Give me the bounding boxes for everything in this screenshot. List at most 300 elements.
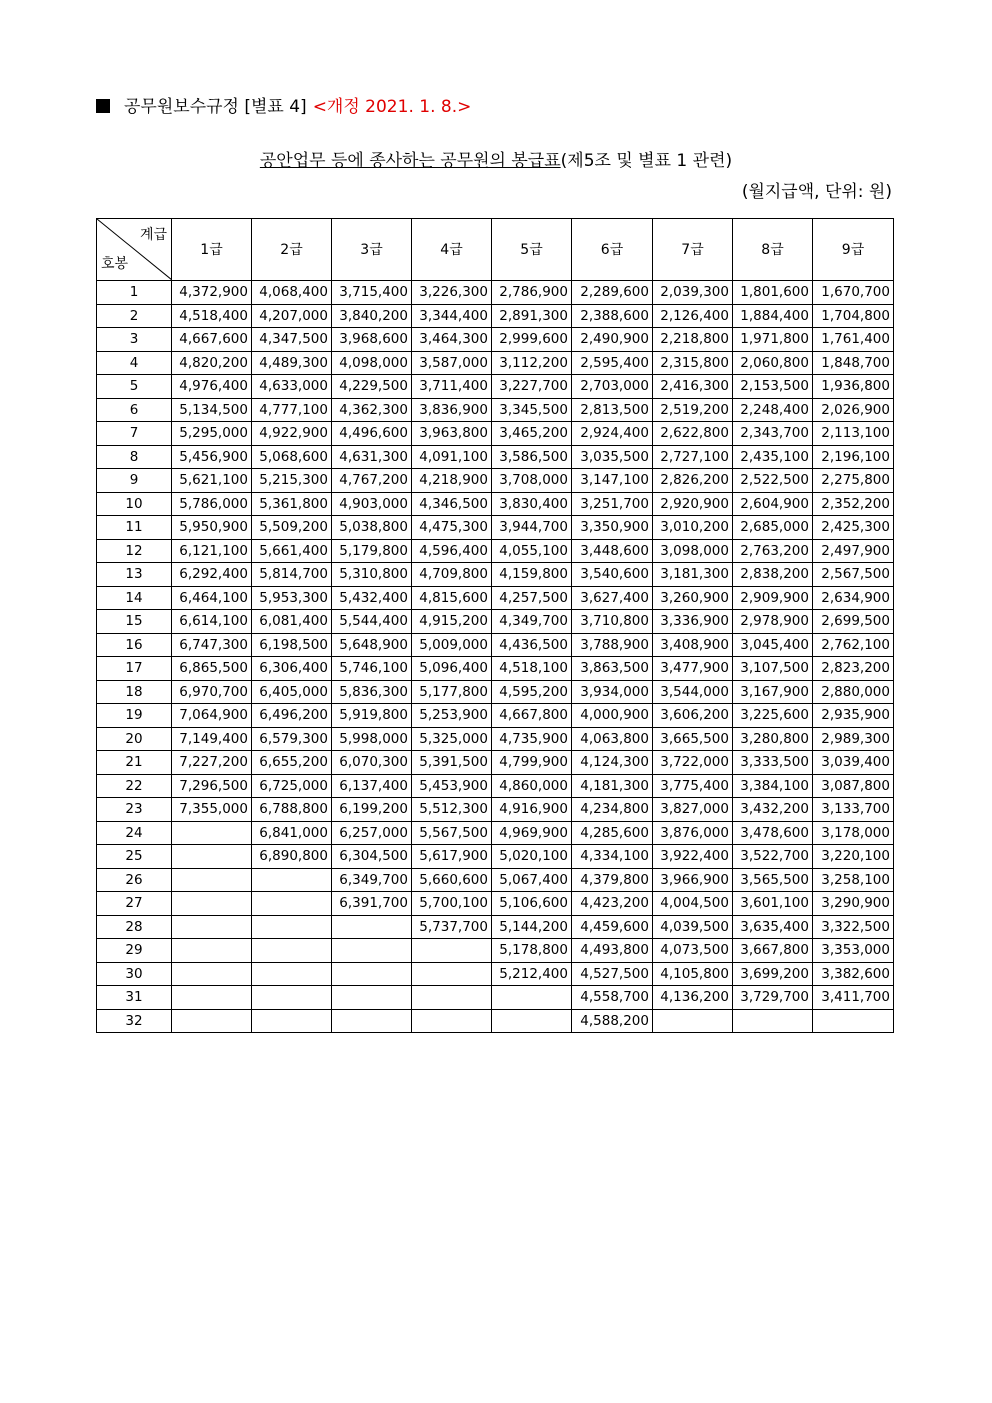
salary-cell: 5,456,900	[172, 445, 252, 469]
salary-cell: 5,134,500	[172, 398, 252, 422]
salary-cell: 4,347,500	[252, 328, 332, 352]
salary-cell: 4,073,500	[653, 939, 733, 963]
salary-cell: 2,519,200	[653, 398, 733, 422]
salary-cell: 3,226,300	[412, 281, 492, 305]
table-row	[97, 281, 894, 305]
salary-cell: 2,275,800	[813, 469, 894, 493]
unit-note: (월지급액, 단위: 원)	[741, 182, 892, 202]
salary-cell: 4,068,400	[252, 281, 332, 305]
salary-cell	[252, 939, 332, 963]
salary-cell	[252, 892, 332, 916]
table-row	[97, 774, 894, 798]
salary-cell	[733, 1009, 813, 1033]
step-cell: 13	[97, 563, 172, 587]
salary-cell: 3,635,400	[733, 915, 813, 939]
salary-cell: 4,055,100	[492, 539, 572, 563]
salary-cell: 5,786,000	[172, 492, 252, 516]
salary-cell: 3,045,400	[733, 633, 813, 657]
salary-cell	[172, 986, 252, 1010]
salary-cell: 1,761,400	[813, 328, 894, 352]
salary-cell: 3,944,700	[492, 516, 572, 540]
salary-cell: 3,934,000	[572, 680, 653, 704]
salary-cell: 5,179,800	[332, 539, 412, 563]
salary-cell: 5,836,300	[332, 680, 412, 704]
salary-cell: 4,709,800	[412, 563, 492, 587]
salary-cell	[252, 915, 332, 939]
salary-cell: 5,067,400	[492, 868, 572, 892]
salary-cell: 3,344,400	[412, 304, 492, 328]
salary-cell: 3,827,000	[653, 798, 733, 822]
grade-header: 5급	[492, 219, 572, 281]
salary-cell: 3,840,200	[332, 304, 412, 328]
salary-cell: 2,786,900	[492, 281, 572, 305]
salary-cell: 4,379,800	[572, 868, 653, 892]
salary-cell: 6,304,500	[332, 845, 412, 869]
salary-cell: 4,633,000	[252, 375, 332, 399]
salary-cell: 4,815,600	[412, 586, 492, 610]
salary-cell	[172, 939, 252, 963]
salary-cell: 4,527,500	[572, 962, 653, 986]
salary-cell: 3,322,500	[813, 915, 894, 939]
salary-cell: 3,251,700	[572, 492, 653, 516]
salary-cell: 2,838,200	[733, 563, 813, 587]
salary-cell	[172, 868, 252, 892]
salary-cell: 5,621,100	[172, 469, 252, 493]
salary-cell: 3,830,400	[492, 492, 572, 516]
salary-cell	[412, 1009, 492, 1033]
salary-cell: 5,953,300	[252, 586, 332, 610]
salary-cell: 3,665,500	[653, 727, 733, 751]
salary-cell: 3,710,800	[572, 610, 653, 634]
salary-cell: 3,968,600	[332, 328, 412, 352]
salary-cell: 5,020,100	[492, 845, 572, 869]
salary-cell: 3,181,300	[653, 563, 733, 587]
salary-cell: 3,432,200	[733, 798, 813, 822]
salary-cell: 4,000,900	[572, 704, 653, 728]
grade-header: 8급	[733, 219, 813, 281]
salary-cell: 2,425,300	[813, 516, 894, 540]
salary-cell: 5,144,200	[492, 915, 572, 939]
salary-cell: 6,841,000	[252, 821, 332, 845]
table-row	[97, 892, 894, 916]
salary-cell: 1,704,800	[813, 304, 894, 328]
salary-cell: 3,715,400	[332, 281, 412, 305]
salary-cell: 4,285,600	[572, 821, 653, 845]
salary-cell: 3,411,700	[813, 986, 894, 1010]
salary-cell	[653, 1009, 733, 1033]
salary-cell: 5,096,400	[412, 657, 492, 681]
salary-cell: 4,916,900	[492, 798, 572, 822]
step-cell: 23	[97, 798, 172, 822]
salary-cell: 7,296,500	[172, 774, 252, 798]
salary-cell: 1,971,800	[733, 328, 813, 352]
grade-header: 1급	[172, 219, 252, 281]
salary-cell: 2,343,700	[733, 422, 813, 446]
salary-cell: 3,039,400	[813, 751, 894, 775]
salary-cell	[172, 821, 252, 845]
table-row	[97, 304, 894, 328]
salary-cell: 3,627,400	[572, 586, 653, 610]
salary-cell: 5,661,400	[252, 539, 332, 563]
salary-cell: 6,199,200	[332, 798, 412, 822]
salary-cell: 1,848,700	[813, 351, 894, 375]
salary-cell: 2,595,400	[572, 351, 653, 375]
table-row	[97, 727, 894, 751]
step-cell: 8	[97, 445, 172, 469]
salary-cell: 5,512,300	[412, 798, 492, 822]
salary-cell: 3,147,100	[572, 469, 653, 493]
grade-header: 2급	[252, 219, 332, 281]
amendment-note: <개정 2021. 1. 8.>	[312, 97, 472, 117]
salary-cell: 3,478,600	[733, 821, 813, 845]
salary-cell	[332, 986, 412, 1010]
step-cell: 20	[97, 727, 172, 751]
table-row	[97, 798, 894, 822]
salary-cell: 3,087,800	[813, 774, 894, 798]
black-square-icon	[96, 99, 110, 113]
salary-cell: 3,540,600	[572, 563, 653, 587]
corner-cell	[97, 219, 172, 281]
regulation-name: 공무원보수규정 [별표 4]	[124, 97, 307, 117]
salary-cell: 2,490,900	[572, 328, 653, 352]
salary-cell: 7,149,400	[172, 727, 252, 751]
salary-cell: 2,289,600	[572, 281, 653, 305]
salary-cell: 6,121,100	[172, 539, 252, 563]
salary-cell: 2,989,300	[813, 727, 894, 751]
salary-cell: 2,497,900	[813, 539, 894, 563]
step-cell: 19	[97, 704, 172, 728]
table-row	[97, 680, 894, 704]
step-cell: 6	[97, 398, 172, 422]
salary-cell: 2,218,800	[653, 328, 733, 352]
salary-cell: 3,606,200	[653, 704, 733, 728]
salary-cell: 3,465,200	[492, 422, 572, 446]
table-row	[97, 986, 894, 1010]
salary-cell: 5,295,000	[172, 422, 252, 446]
salary-cell: 2,153,500	[733, 375, 813, 399]
salary-cell: 4,518,400	[172, 304, 252, 328]
table-row	[97, 445, 894, 469]
table-title-suffix: (제5조 및 별표 1 관련)	[560, 151, 733, 171]
table-row	[97, 610, 894, 634]
corner-grade-label: 계급	[139, 227, 167, 243]
salary-cell: 4,518,100	[492, 657, 572, 681]
salary-cell: 5,648,900	[332, 633, 412, 657]
salary-cell: 3,280,800	[733, 727, 813, 751]
salary-cell: 3,384,100	[733, 774, 813, 798]
salary-cell: 3,711,400	[412, 375, 492, 399]
salary-cell: 5,700,100	[412, 892, 492, 916]
salary-cell: 4,136,200	[653, 986, 733, 1010]
salary-cell	[412, 962, 492, 986]
salary-cell: 5,068,600	[252, 445, 332, 469]
salary-cell: 6,496,200	[252, 704, 332, 728]
salary-cell: 2,823,200	[813, 657, 894, 681]
salary-cell: 6,391,700	[332, 892, 412, 916]
salary-cell: 6,070,300	[332, 751, 412, 775]
salary-cell	[412, 986, 492, 1010]
salary-cell: 6,081,400	[252, 610, 332, 634]
salary-cell	[252, 868, 332, 892]
salary-cell: 3,922,400	[653, 845, 733, 869]
salary-cell: 5,177,800	[412, 680, 492, 704]
step-cell: 31	[97, 986, 172, 1010]
header-row	[97, 219, 894, 281]
salary-cell: 6,137,400	[332, 774, 412, 798]
table-row	[97, 375, 894, 399]
salary-cell: 2,416,300	[653, 375, 733, 399]
salary-cell: 2,388,600	[572, 304, 653, 328]
salary-cell: 2,920,900	[653, 492, 733, 516]
salary-cell: 4,334,100	[572, 845, 653, 869]
step-cell: 16	[97, 633, 172, 657]
salary-cell	[172, 915, 252, 939]
salary-cell: 4,459,600	[572, 915, 653, 939]
salary-cell: 3,836,900	[412, 398, 492, 422]
table-row	[97, 469, 894, 493]
salary-cell: 6,655,200	[252, 751, 332, 775]
salary-cell: 5,998,000	[332, 727, 412, 751]
salary-cell	[172, 1009, 252, 1033]
salary-cell: 6,405,000	[252, 680, 332, 704]
grade-header: 9급	[813, 219, 894, 281]
salary-cell: 6,970,700	[172, 680, 252, 704]
salary-cell: 5,509,200	[252, 516, 332, 540]
salary-cell: 5,215,300	[252, 469, 332, 493]
table-body	[97, 281, 894, 1033]
salary-cell: 4,667,800	[492, 704, 572, 728]
salary-cell: 4,257,500	[492, 586, 572, 610]
step-cell: 27	[97, 892, 172, 916]
salary-cell: 4,922,900	[252, 422, 332, 446]
grade-header: 3급	[332, 219, 412, 281]
grade-header: 4급	[412, 219, 492, 281]
salary-cell: 4,588,200	[572, 1009, 653, 1033]
salary-cell: 2,924,400	[572, 422, 653, 446]
salary-cell: 4,098,000	[332, 351, 412, 375]
salary-cell	[172, 845, 252, 869]
salary-cell: 6,747,300	[172, 633, 252, 657]
salary-cell: 2,891,300	[492, 304, 572, 328]
salary-cell: 5,950,900	[172, 516, 252, 540]
salary-cell	[172, 892, 252, 916]
salary-cell: 4,063,800	[572, 727, 653, 751]
salary-cell: 3,722,000	[653, 751, 733, 775]
salary-cell: 2,978,900	[733, 610, 813, 634]
salary-cell: 4,349,700	[492, 610, 572, 634]
salary-cell: 7,355,000	[172, 798, 252, 822]
salary-cell: 4,631,300	[332, 445, 412, 469]
salary-cell: 4,595,200	[492, 680, 572, 704]
step-cell: 5	[97, 375, 172, 399]
salary-cell: 2,026,900	[813, 398, 894, 422]
table-row	[97, 915, 894, 939]
salary-cell: 6,614,100	[172, 610, 252, 634]
salary-cell: 3,788,900	[572, 633, 653, 657]
salary-cell: 2,315,800	[653, 351, 733, 375]
salary-cell: 3,133,700	[813, 798, 894, 822]
salary-cell	[252, 986, 332, 1010]
table-row	[97, 539, 894, 563]
step-cell: 15	[97, 610, 172, 634]
salary-cell: 4,091,100	[412, 445, 492, 469]
table-row	[97, 962, 894, 986]
table-row	[97, 939, 894, 963]
salary-cell: 3,178,000	[813, 821, 894, 845]
salary-cell: 2,826,200	[653, 469, 733, 493]
step-cell: 28	[97, 915, 172, 939]
table-row	[97, 398, 894, 422]
salary-cell: 3,876,000	[653, 821, 733, 845]
salary-cell: 2,352,200	[813, 492, 894, 516]
salary-table	[96, 218, 894, 1033]
table-row	[97, 422, 894, 446]
salary-cell: 3,167,900	[733, 680, 813, 704]
salary-cell: 4,207,000	[252, 304, 332, 328]
salary-cell: 3,477,900	[653, 657, 733, 681]
step-cell: 25	[97, 845, 172, 869]
table-row	[97, 821, 894, 845]
salary-cell: 2,880,000	[813, 680, 894, 704]
salary-cell: 3,448,600	[572, 539, 653, 563]
salary-cell: 6,306,400	[252, 657, 332, 681]
salary-cell: 3,699,200	[733, 962, 813, 986]
salary-cell: 4,820,200	[172, 351, 252, 375]
salary-cell: 1,884,400	[733, 304, 813, 328]
salary-cell: 3,350,900	[572, 516, 653, 540]
salary-cell: 4,362,300	[332, 398, 412, 422]
table-title	[0, 146, 992, 171]
salary-cell: 3,667,800	[733, 939, 813, 963]
salary-cell: 4,181,300	[572, 774, 653, 798]
salary-cell: 6,464,100	[172, 586, 252, 610]
salary-cell: 4,346,500	[412, 492, 492, 516]
salary-cell: 2,113,100	[813, 422, 894, 446]
step-cell: 9	[97, 469, 172, 493]
table-row	[97, 563, 894, 587]
salary-cell: 4,234,800	[572, 798, 653, 822]
salary-cell: 2,522,500	[733, 469, 813, 493]
salary-cell: 5,106,600	[492, 892, 572, 916]
step-cell: 1	[97, 281, 172, 305]
step-cell: 4	[97, 351, 172, 375]
salary-cell: 2,435,100	[733, 445, 813, 469]
salary-cell: 6,257,000	[332, 821, 412, 845]
salary-cell: 3,464,300	[412, 328, 492, 352]
salary-cell: 3,708,000	[492, 469, 572, 493]
table-row	[97, 1009, 894, 1033]
table-row	[97, 516, 894, 540]
salary-cell: 5,660,600	[412, 868, 492, 892]
salary-cell: 5,212,400	[492, 962, 572, 986]
salary-cell: 4,436,500	[492, 633, 572, 657]
table-row	[97, 351, 894, 375]
salary-cell: 5,737,700	[412, 915, 492, 939]
salary-cell: 6,788,800	[252, 798, 332, 822]
salary-cell: 6,725,000	[252, 774, 332, 798]
salary-cell: 2,126,400	[653, 304, 733, 328]
salary-cell: 4,969,900	[492, 821, 572, 845]
step-cell: 32	[97, 1009, 172, 1033]
table-row	[97, 704, 894, 728]
grade-header: 7급	[653, 219, 733, 281]
salary-cell: 3,775,400	[653, 774, 733, 798]
salary-cell: 5,567,500	[412, 821, 492, 845]
salary-cell: 5,325,000	[412, 727, 492, 751]
salary-cell: 3,966,900	[653, 868, 733, 892]
salary-cell: 4,372,900	[172, 281, 252, 305]
step-cell: 30	[97, 962, 172, 986]
salary-cell: 2,622,800	[653, 422, 733, 446]
salary-cell: 2,685,000	[733, 516, 813, 540]
salary-cell: 4,596,400	[412, 539, 492, 563]
salary-cell: 5,310,800	[332, 563, 412, 587]
salary-cell: 4,735,900	[492, 727, 572, 751]
salary-cell	[332, 1009, 412, 1033]
salary-cell: 1,670,700	[813, 281, 894, 305]
salary-cell: 5,178,800	[492, 939, 572, 963]
salary-cell: 3,382,600	[813, 962, 894, 986]
salary-cell: 5,009,000	[412, 633, 492, 657]
salary-cell: 3,586,500	[492, 445, 572, 469]
salary-cell	[412, 939, 492, 963]
salary-cell: 5,038,800	[332, 516, 412, 540]
salary-cell: 3,333,500	[733, 751, 813, 775]
salary-cell: 4,558,700	[572, 986, 653, 1010]
table-row	[97, 751, 894, 775]
salary-cell: 2,999,600	[492, 328, 572, 352]
salary-cell	[332, 939, 412, 963]
salary-cell: 3,353,000	[813, 939, 894, 963]
salary-cell	[332, 915, 412, 939]
salary-cell: 4,767,200	[332, 469, 412, 493]
salary-cell: 4,915,200	[412, 610, 492, 634]
step-cell: 29	[97, 939, 172, 963]
salary-cell: 3,565,500	[733, 868, 813, 892]
salary-cell: 3,225,600	[733, 704, 813, 728]
salary-cell: 4,976,400	[172, 375, 252, 399]
salary-cell: 6,890,800	[252, 845, 332, 869]
step-cell: 11	[97, 516, 172, 540]
step-cell: 14	[97, 586, 172, 610]
salary-cell: 3,290,900	[813, 892, 894, 916]
salary-cell: 3,107,500	[733, 657, 813, 681]
salary-cell: 2,909,900	[733, 586, 813, 610]
salary-cell	[172, 962, 252, 986]
salary-cell: 4,799,900	[492, 751, 572, 775]
salary-cell: 3,587,000	[412, 351, 492, 375]
salary-cell: 6,198,500	[252, 633, 332, 657]
salary-cell: 3,035,500	[572, 445, 653, 469]
step-cell: 3	[97, 328, 172, 352]
salary-cell: 5,361,800	[252, 492, 332, 516]
salary-cell: 3,220,100	[813, 845, 894, 869]
salary-cell: 3,729,700	[733, 986, 813, 1010]
salary-cell: 1,936,800	[813, 375, 894, 399]
salary-cell: 3,260,900	[653, 586, 733, 610]
salary-cell: 2,634,900	[813, 586, 894, 610]
table-row	[97, 845, 894, 869]
table-row	[97, 586, 894, 610]
salary-cell: 4,159,800	[492, 563, 572, 587]
salary-cell: 2,703,000	[572, 375, 653, 399]
table-row	[97, 868, 894, 892]
salary-cell: 7,227,200	[172, 751, 252, 775]
step-cell: 7	[97, 422, 172, 446]
salary-cell: 4,124,300	[572, 751, 653, 775]
step-cell: 26	[97, 868, 172, 892]
salary-cell: 3,112,200	[492, 351, 572, 375]
